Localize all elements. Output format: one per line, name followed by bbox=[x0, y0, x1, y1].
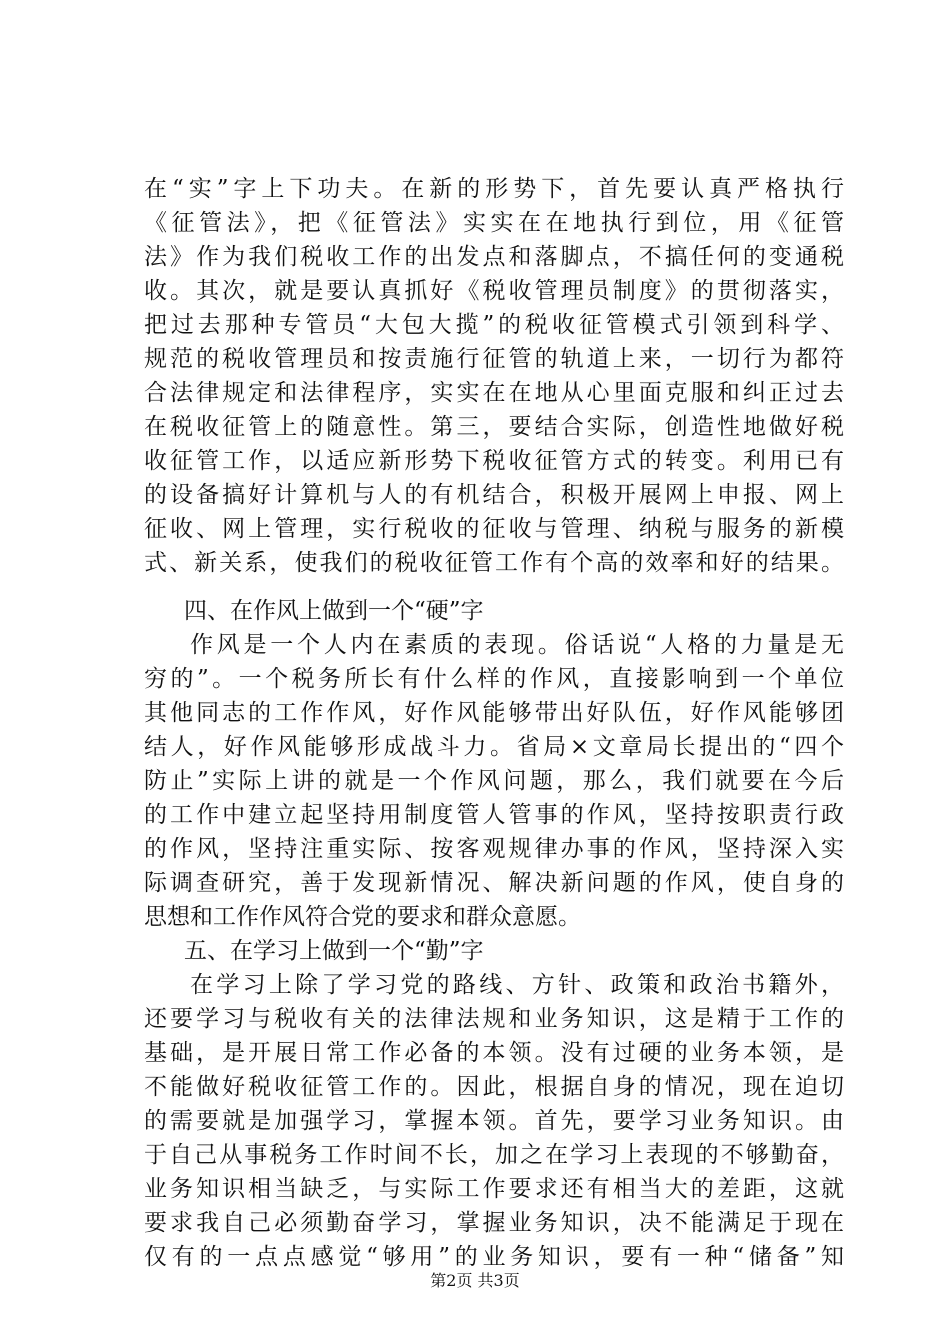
text-line: 式、新关系，使我们的税收征管工作有个高的效率和好的结果。 bbox=[144, 550, 844, 576]
page-footer: 第2页 共3页 bbox=[430, 1271, 520, 1290]
text-line: 于自己从事税务工作时间不长，加之在学习上表现的不够勤奋， bbox=[144, 1142, 844, 1168]
text-line: 业务知识相当缺乏，与实际工作要求还有相当大的差距，这就 bbox=[144, 1176, 844, 1202]
text-line: 结人，好作风能够形成战斗力。省局×文章局长提出的“四个 bbox=[144, 734, 844, 760]
text-line: 要求我自己必须勤奋学习，掌握业务知识，决不能满足于现在 bbox=[144, 1210, 844, 1236]
text-line: 防止”实际上讲的就是一个作风问题，那么，我们就要在今后 bbox=[144, 768, 844, 794]
text-line: 收。其次，就是要认真抓好《税收管理员制度》的贯彻落实， bbox=[144, 278, 844, 304]
paragraph-section-5 bbox=[144, 968, 844, 1274]
paragraph-section-4 bbox=[144, 628, 844, 934]
text-line: 的需要就是加强学习，掌握本领。首先，要学习业务知识。由 bbox=[144, 1108, 844, 1134]
text-line: 穷的”。一个税务所长有什么样的作风，直接影响到一个单位 bbox=[144, 666, 844, 692]
text-line: 还要学习与税收有关的法律法规和业务知识，这是精于工作的 bbox=[144, 1006, 844, 1032]
text-line: 征收、网上管理，实行税收的征收与管理、纳税与服务的新模 bbox=[144, 516, 844, 542]
text-line: 规范的税收管理员和按责施行征管的轨道上来，一切行为都符 bbox=[144, 346, 844, 372]
document-body bbox=[144, 172, 844, 1274]
heading-section-4: 四、在作风上做到一个“硬”字 bbox=[184, 598, 484, 624]
text-line: 不能做好税收征管工作的。因此，根据自身的情况，现在迫切 bbox=[144, 1074, 844, 1100]
text-line: 法》作为我们税收工作的出发点和落脚点，不搞任何的变通税 bbox=[144, 244, 844, 270]
text-line: 的工作中建立起坚持用制度管人管事的作风，坚持按职责行政 bbox=[144, 802, 844, 828]
text-line: 仅有的一点点感觉“够用”的业务知识，要有一种“储备”知 bbox=[144, 1244, 844, 1270]
text-line: 在税收征管上的随意性。第三，要结合实际，创造性地做好税 bbox=[144, 414, 844, 440]
text-line: 基础，是开展日常工作必备的本领。没有过硬的业务本领，是 bbox=[144, 1040, 844, 1066]
text-line: 作风是一个人内在素质的表现。俗话说“人格的力量是无 bbox=[190, 632, 844, 658]
text-line: 在学习上除了学习党的路线、方针、政策和政治书籍外， bbox=[190, 972, 844, 998]
text-line: 思想和工作作风符合党的要求和群众意愿。 bbox=[144, 904, 581, 930]
text-line: 其他同志的工作作风，好作风能够带出好队伍，好作风能够团 bbox=[144, 700, 844, 726]
text-line: 收征管工作，以适应新形势下税收征管方式的转变。利用已有 bbox=[144, 448, 844, 474]
text-line: 在“实”字上下功夫。在新的形势下，首先要认真严格执行 bbox=[144, 176, 844, 202]
text-line: 际调查研究，善于发现新情况、解决新问题的作风，使自身的 bbox=[144, 870, 844, 896]
text-line: 《征管法》，把《征管法》实实在在地执行到位，用《征管 bbox=[144, 210, 844, 236]
text-line: 合法律规定和法律程序，实实在在地从心里面克服和纠正过去 bbox=[144, 380, 844, 406]
heading-section-5: 五、在学习上做到一个“勤”字 bbox=[184, 938, 484, 964]
text-line: 的设备搞好计算机与人的有机结合，积极开展网上申报、网上 bbox=[144, 482, 844, 508]
text-line: 的作风，坚持注重实际、按客观规律办事的作风，坚持深入实 bbox=[144, 836, 844, 862]
paragraph-intro bbox=[144, 172, 844, 580]
text-line: 把过去那种专管员“大包大揽”的税收征管模式引领到科学、 bbox=[144, 312, 844, 338]
